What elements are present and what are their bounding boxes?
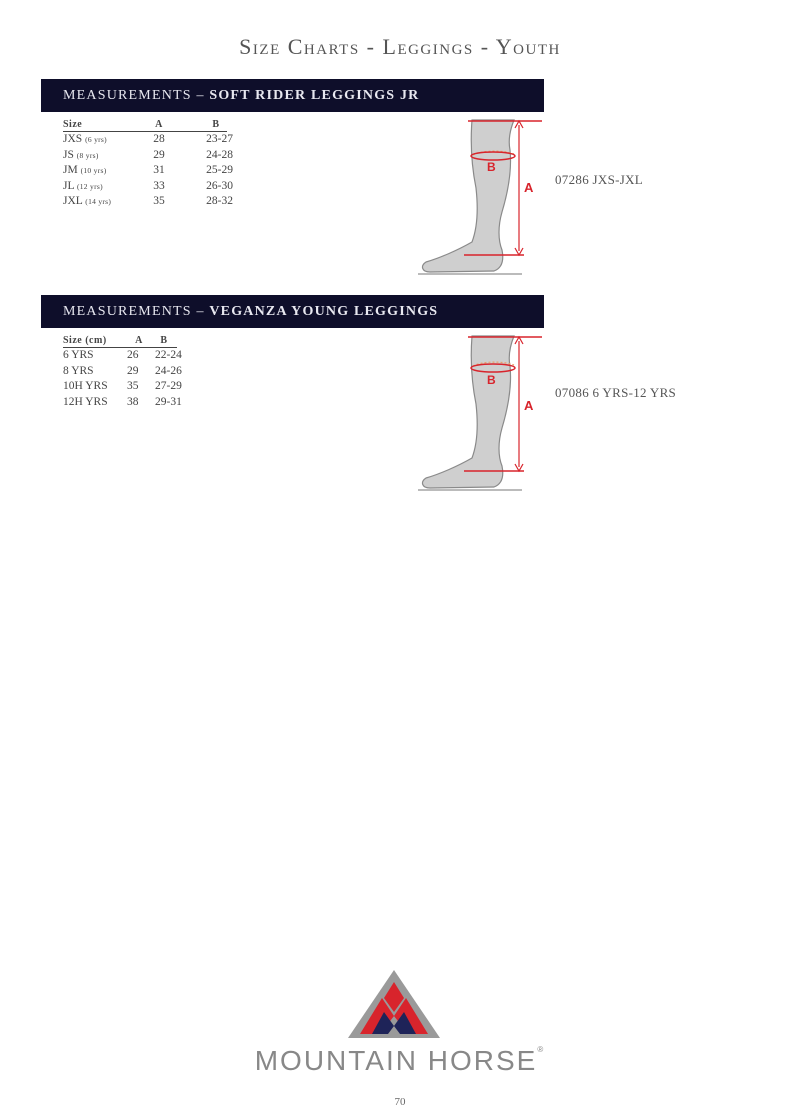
table-row <box>63 348 195 364</box>
column-header-b: B <box>151 333 177 348</box>
article-number: 07086 6 YRS-12 YRS <box>555 385 677 400</box>
leg-silhouette <box>423 120 514 272</box>
age-note: (10 yrs) <box>80 166 107 175</box>
column-header-a: A <box>127 333 151 348</box>
b-cell: 24-26 <box>155 364 182 377</box>
b-cell: 26-30 <box>206 179 233 192</box>
brand-wordmark <box>0 1045 800 1077</box>
table-row <box>63 132 233 148</box>
table-row <box>63 179 233 195</box>
age-note: (8 yrs) <box>76 150 99 160</box>
a-label: A <box>524 180 534 195</box>
section-header-soft-rider <box>41 79 544 112</box>
page-number: 70 <box>394 1096 406 1108</box>
column-header-size: Size (cm) <box>63 333 127 348</box>
column-header-b: B <box>205 117 227 132</box>
section-header-product: VEGANZA YOUNG LEGGINGS <box>209 304 439 319</box>
age-note: (12 yrs) <box>76 181 103 191</box>
article-number: 07286 JXS-JXL <box>555 172 644 187</box>
a-cell: 26 <box>127 349 139 361</box>
section-header-veganza <box>41 295 544 328</box>
size-cell: 8 YRS <box>63 364 94 377</box>
leg-measurement-diagram <box>412 116 547 278</box>
age-note: (14 yrs) <box>85 197 112 206</box>
age-note: (6 yrs) <box>85 135 107 144</box>
a-cell: 29 <box>127 364 139 377</box>
registered-mark: ® <box>537 1045 546 1054</box>
b-cell: 23-27 <box>206 133 233 145</box>
size-cell: JXS <box>63 133 83 145</box>
table-row <box>63 148 233 164</box>
a-cell: 35 <box>127 380 139 392</box>
section-header-product: SOFT RIDER LEGGINGS JR <box>209 88 420 103</box>
a-cell: 31 <box>153 164 165 176</box>
size-cell: JM <box>63 164 78 176</box>
a-cell: 28 <box>153 133 165 145</box>
leg-measurement-diagram <box>412 332 547 494</box>
table-row <box>63 379 195 395</box>
b-label: B <box>487 160 496 174</box>
b-cell: 28-32 <box>206 195 233 207</box>
b-cell: 27-29 <box>155 380 182 392</box>
table-row <box>63 194 233 210</box>
b-label: B <box>487 373 496 387</box>
a-cell: 35 <box>153 195 165 207</box>
mountain-horse-logo-icon <box>346 968 442 1040</box>
leg-silhouette <box>423 336 514 488</box>
size-table-soft-rider <box>63 117 233 210</box>
size-cell: JL <box>63 179 75 192</box>
section-header-prefix: MEASUREMENTS – <box>63 304 210 319</box>
b-cell: 24-28 <box>206 148 233 161</box>
b-cell: 22-24 <box>155 349 182 361</box>
page-title: Size Charts - Leggings - Youth <box>239 34 561 59</box>
size-table-veganza <box>63 333 195 410</box>
table-row <box>63 163 233 179</box>
section-header-prefix: MEASUREMENTS – <box>63 88 210 103</box>
table-row <box>63 364 195 380</box>
a-label: A <box>524 398 534 413</box>
size-cell: 6 YRS <box>63 349 94 361</box>
size-cell: JXL <box>63 195 83 207</box>
size-cell: 12H YRS <box>63 395 108 408</box>
column-header-a: A <box>135 117 183 132</box>
a-cell: 38 <box>127 395 139 408</box>
table-header <box>63 333 195 348</box>
table-row <box>63 395 195 411</box>
b-cell: 29-31 <box>155 395 182 408</box>
a-cell: 33 <box>153 179 165 192</box>
brand-name: MOUNTAIN HORSE <box>254 1045 538 1076</box>
column-header-size: Size <box>63 117 135 132</box>
b-cell: 25-29 <box>206 164 233 176</box>
table-header <box>63 117 233 132</box>
size-cell: JS <box>63 148 74 161</box>
a-cell: 29 <box>153 148 165 161</box>
size-cell: 10H YRS <box>63 380 108 392</box>
